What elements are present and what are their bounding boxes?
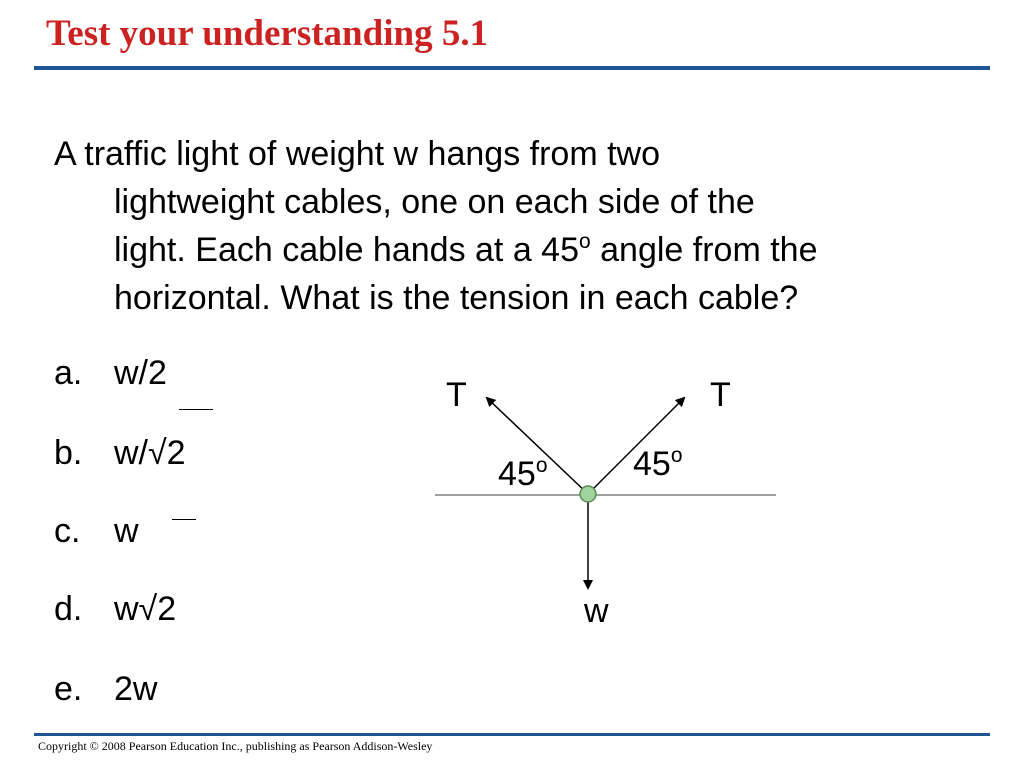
weight-label: w [584, 592, 609, 630]
right-tension-label: T [710, 376, 731, 414]
option-e-letter: e. [54, 670, 83, 708]
option-a-letter: a. [54, 354, 83, 392]
left-tension-label: T [446, 376, 467, 414]
copyright-footer: Copyright © 2008 Pearson Education Inc., publishing as Pearson Addison-Wesley [38, 739, 433, 753]
right-angle-value: 45 [633, 445, 671, 483]
option-a-text: w/2 [114, 354, 167, 392]
slide-title: Test your understanding 5.1 [46, 13, 489, 54]
option-d-letter: d. [54, 590, 83, 628]
option-b-text: w/√2 [114, 434, 186, 472]
right-angle-degree: o [670, 444, 683, 467]
traffic-light-node [580, 486, 596, 502]
option-b-letter: b. [54, 434, 83, 472]
question-line-3-start: light. Each cable hands at a 45 [114, 231, 579, 269]
degree-superscript: o [579, 230, 591, 253]
left-angle-label [498, 455, 548, 494]
option-d-text: w√2 [114, 590, 177, 628]
option-c-text: w [114, 512, 139, 550]
question-line-2: lightweight cables, one on each side of the [114, 183, 755, 221]
footer-divider [34, 733, 990, 736]
option-c-letter: c. [54, 512, 81, 550]
question-line-4: horizontal. What is the tension in each cable? [114, 279, 799, 317]
left-angle-degree: o [535, 454, 548, 477]
question-line-1: A traffic light of weight w hangs from two [54, 135, 660, 173]
question-line-3-end: angle from the [590, 231, 818, 269]
option-e-text: 2w [114, 670, 158, 708]
left-angle-value: 45 [498, 455, 536, 493]
right-angle-label [633, 445, 683, 484]
